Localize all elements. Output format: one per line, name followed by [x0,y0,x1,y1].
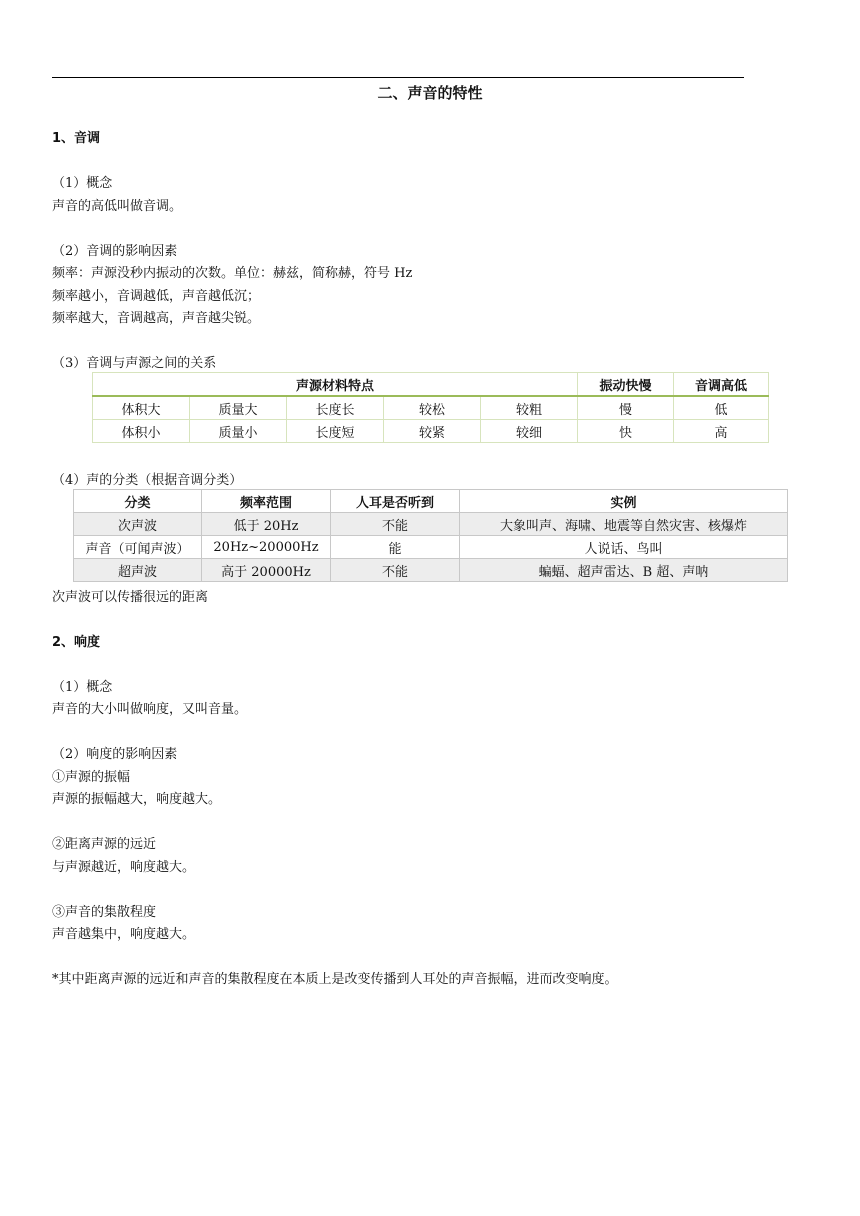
table-cell: 次声波 [74,513,202,536]
pitch-factors-line: 频率：声源没秒内振动的次数。单位：赫兹，简称赫，符号 Hz [52,266,413,281]
pitch-factors-line: 频率越大，音调越高，声音越尖锐。 [52,311,261,326]
table-row [93,420,769,443]
loudness-concept-label: （1）概念 [52,680,113,695]
pitch-factors-label: （2）音调的影响因素 [52,244,178,259]
table-cell: 体积大 [93,396,190,420]
infrasound-note: 次声波可以传播很远的距离 [52,590,209,605]
pitch-factors-line: 频率越小，音调越低，声音越低沉； [52,289,261,304]
table-cell: 体积小 [93,420,190,443]
table-header: 分类 [74,490,202,513]
pitch-concept-label: （1）概念 [52,176,113,191]
factor-distance-text: 与声源越近，响度越大。 [52,860,196,875]
table-cell: 较松 [384,396,481,420]
table-cell: 较粗 [481,396,578,420]
section-heading-pitch: 1、音调 [52,131,101,146]
table-cell: 质量小 [190,420,287,443]
sound-classification-table [73,489,788,582]
pitch-concept-text: 声音的高低叫做音调。 [52,199,183,214]
table-cell: 长度长 [287,396,384,420]
table-cell: 不能 [331,513,460,536]
page-title: 二、声音的特性 [377,84,483,102]
factor-concentration-label: ③声音的集散程度 [52,905,157,920]
table-cell: 较紧 [384,420,481,443]
table-cell: 人说话、鸟叫 [460,536,788,559]
table-cell: 慢 [578,396,674,420]
table-cell: 低于 20Hz [202,513,331,536]
table-header: 频率范围 [202,490,331,513]
table-cell: 长度短 [287,420,384,443]
section-heading-loudness: 2、响度 [52,635,101,650]
table-header-row [93,373,769,397]
header-rule [52,77,744,78]
factor-amplitude-text: 声源的振幅越大，响度越大。 [52,792,222,807]
table-cell: 快 [578,420,674,443]
table-header: 振动快慢 [578,373,674,397]
table-cell: 蝙蝠、超声雷达、B 超、声呐 [460,559,788,582]
loudness-concept-text: 声音的大小叫做响度，又叫音量。 [52,702,248,717]
table-header-row [74,490,788,513]
table-cell: 低 [674,396,769,420]
table-header: 实例 [460,490,788,513]
sound-classify-label: （4）声的分类（根据音调分类） [52,473,243,488]
table-cell: 高于 20000Hz [202,559,331,582]
factor-concentration-text: 声音越集中，响度越大。 [52,927,196,942]
table-cell: 大象叫声、海啸、地震等自然灾害、核爆炸 [460,513,788,536]
table-cell: 高 [674,420,769,443]
loudness-factors-label: （2）响度的影响因素 [52,747,178,762]
table-cell: 较细 [481,420,578,443]
table-cell: 超声波 [74,559,202,582]
table-cell: 能 [331,536,460,559]
table-cell: 20Hz~20000Hz [202,536,331,559]
table-row [93,396,769,420]
table-cell: 质量大 [190,396,287,420]
table-row [74,536,788,559]
factor-distance-label: ②距离声源的远近 [52,837,157,852]
table-row [74,513,788,536]
pitch-relation-table [92,372,769,443]
table-header: 音调高低 [674,373,769,397]
table-header: 人耳是否听到 [331,490,460,513]
factor-amplitude-label: ①声源的振幅 [52,770,131,785]
table-header: 声源材料特点 [93,373,578,397]
table-cell: 声音（可闻声波） [74,536,202,559]
table-cell: 不能 [331,559,460,582]
pitch-relation-label: （3）音调与声源之间的关系 [52,356,217,371]
footnote: *其中距离声源的远近和声音的集散程度在本质上是改变传播到人耳处的声音振幅，进而改变响度。 [52,972,618,987]
table-row [74,559,788,582]
